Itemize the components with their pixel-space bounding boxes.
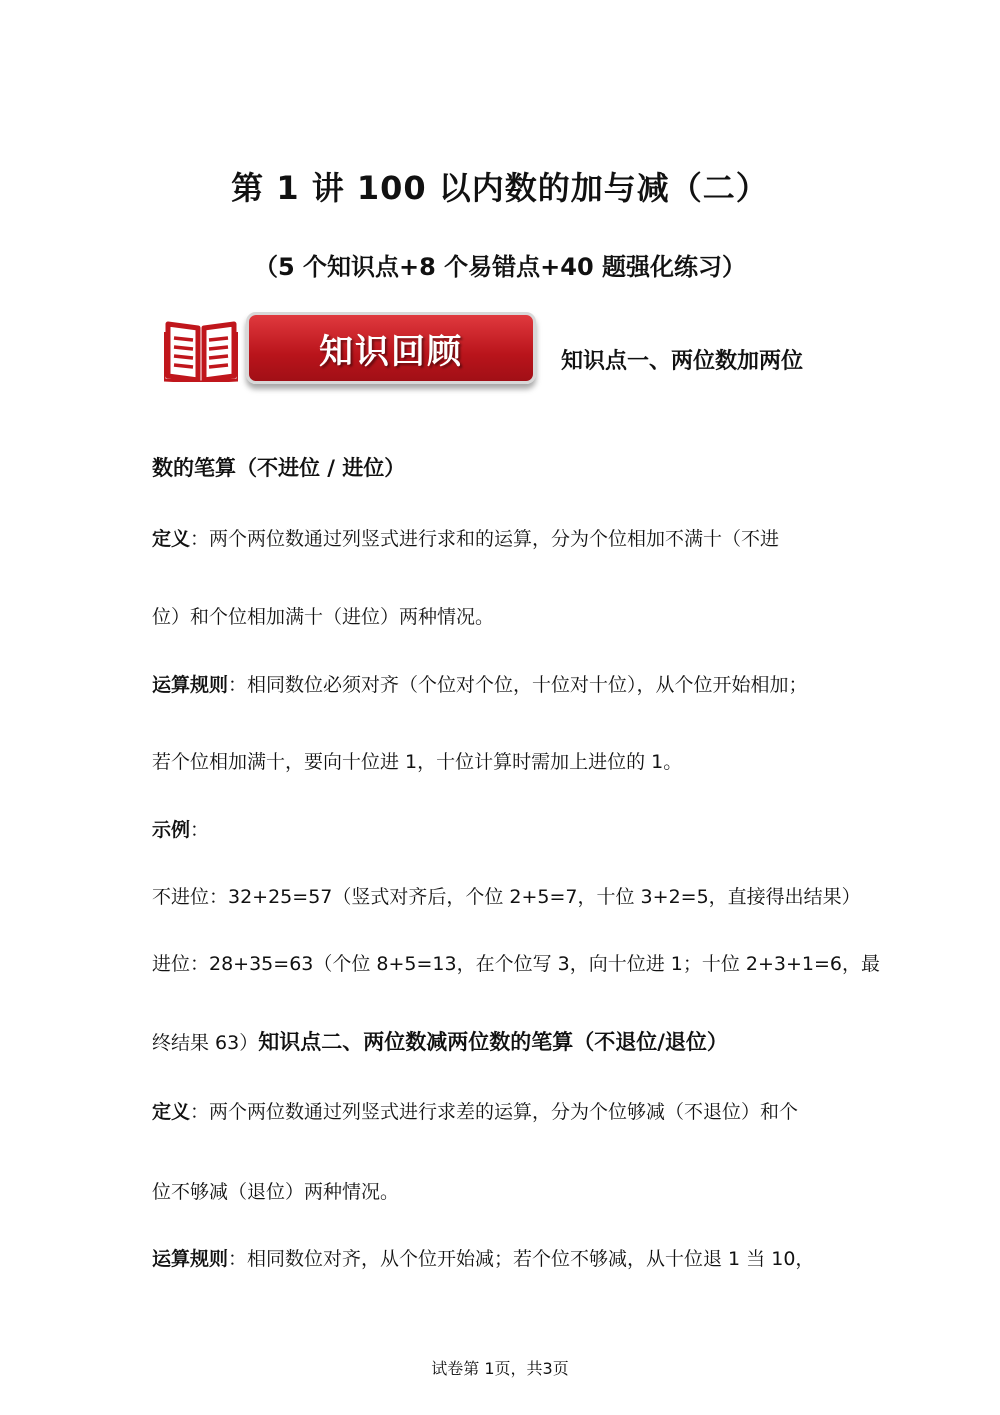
book-icon	[164, 318, 238, 382]
rule-label: 运算规则	[152, 674, 229, 696]
definition-text: ：两个两位数通过列竖式进行求差的运算，分为个位够减（不退位）和个	[190, 1101, 799, 1123]
kp1-rule-line1	[152, 670, 808, 697]
page-title: 第 1 讲 100 以内数的加与减（二）	[231, 169, 769, 207]
kp1-example-no-carry: 不进位：32+25=57（竖式对齐后，个位 2+5=7，十位 3+2=5，直接得出结果）	[152, 886, 861, 908]
kp1-rule-line2: 若个位相加满十，要向十位进 1，十位计算时需加上进位的 1。	[152, 751, 683, 773]
definition-text: ：两个两位数通过列竖式进行求和的运算，分为个位相加不满十（不进	[190, 528, 780, 550]
definition-label: 定义	[152, 1101, 191, 1123]
section-heading: 数的笔算（不进位 / 进位）	[152, 456, 406, 480]
rule-text: ：相同数位必须对齐（个位对个位，十位对十位），从个位开始相加；	[228, 674, 808, 696]
kp2-definition-line2: 位不够减（退位）两种情况。	[152, 1181, 400, 1203]
kp1-definition-line1	[152, 524, 779, 551]
kp2-rule-line1	[152, 1244, 814, 1271]
knowledge-review-banner	[246, 312, 536, 384]
knowledge-point-1-title: 知识点一、两位数加两位	[561, 349, 804, 374]
knowledge-point-2-title: 知识点二、两位数减两位数的笔算（不退位/退位）	[258, 1030, 728, 1054]
page-footer: 试卷第 1页，共3页	[431, 1359, 569, 1378]
rule-label: 运算规则	[152, 1248, 229, 1270]
page-subtitle: （5 个知识点+8 个易错点+40 题强化练习）	[253, 253, 747, 281]
kp1-example-carry-line2-with-kp2-title	[152, 1026, 728, 1056]
kp2-definition-line1	[152, 1097, 798, 1124]
definition-label: 定义	[152, 528, 191, 550]
banner-label: 知识回顾	[319, 331, 463, 372]
rule-text: ：相同数位对齐，从个位开始减；若个位不够减，从十位退 1 当 10，	[228, 1248, 815, 1270]
kp1-example-label-line	[152, 815, 209, 842]
example-label: 示例	[152, 819, 191, 841]
kp1-example-carry-line1: 进位：28+35=63（个位 8+5=13，在个位写 3，向十位进 1；十位 2+3+1=6，最	[152, 953, 881, 975]
kp1-definition-line2: 位）和个位相加满十（进位）两种情况。	[152, 606, 495, 628]
example-carry-line2: 终结果 63）	[152, 1032, 259, 1054]
example-colon: ：	[190, 819, 210, 841]
